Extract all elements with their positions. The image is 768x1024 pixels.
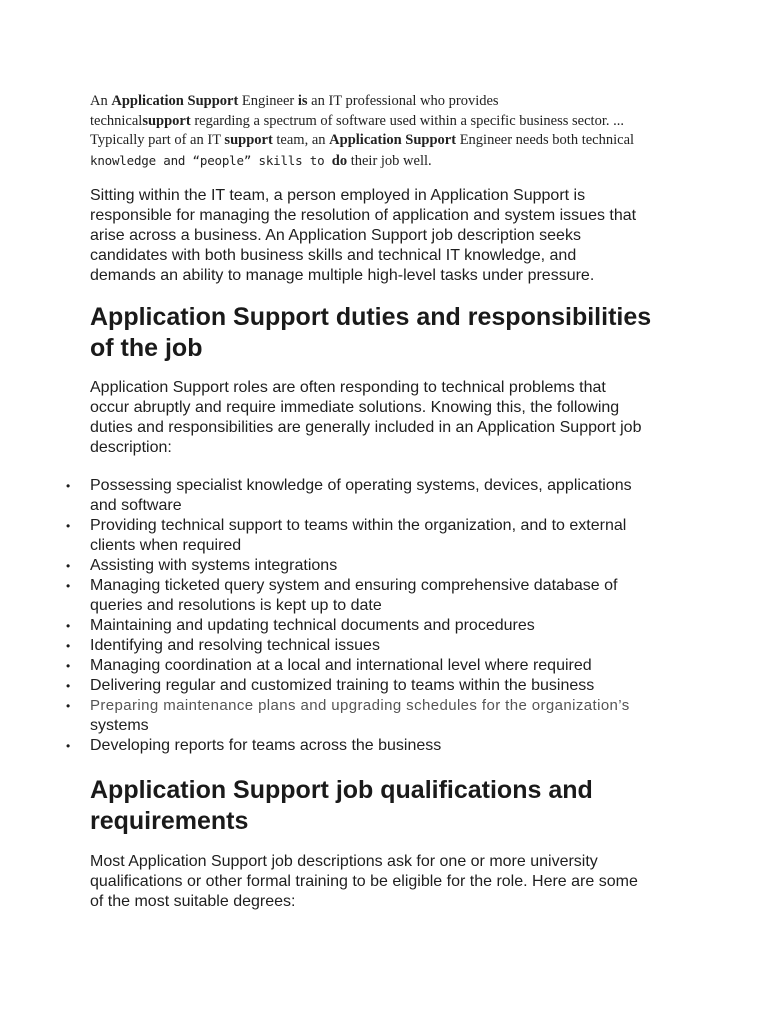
list-item: • Managing coordination at a local and international level where required <box>66 657 592 674</box>
bullet-icon: • <box>66 579 71 593</box>
bullet-icon: • <box>66 519 71 533</box>
intro-line-2: technicalsupport regarding a spectrum of software used within a specific business sector. ... <box>90 112 624 129</box>
section-heading-duties: Application Support duties and responsibilities of the job <box>90 303 652 362</box>
bullet-icon: • <box>66 639 71 653</box>
list-item: • Managing ticketed query system and ensuring comprehensive database of queries and resolutions is kept up to date <box>66 577 618 614</box>
list-item: • Delivering regular and customized training to teams within the business <box>66 677 595 694</box>
intro-paragraph <box>90 92 690 171</box>
bullet-icon: • <box>66 479 71 493</box>
list-item: • Maintaining and updating technical documents and procedures <box>66 617 535 634</box>
bullet-icon: • <box>66 619 71 633</box>
intro-line-1: An Application Support Engineer is an IT professional who provides <box>90 93 499 109</box>
section-heading-qualifications: Application Support job qualifications and requirements <box>90 776 593 835</box>
body-paragraph-2: Application Support roles are often responding to technical problems that occur abruptly and require immediate solutions. Knowing this, the following duties and responsibilities are generally included in an Application Support job description: <box>90 379 642 456</box>
list-item: • Developing reports for teams across the business <box>66 737 442 754</box>
bullet-icon: • <box>66 559 71 573</box>
intro-line-4: knowledge and “people” skills to do their job well. <box>90 152 432 169</box>
bullet-icon: • <box>66 659 71 673</box>
bullet-icon: • <box>66 679 71 693</box>
bullet-icon: • <box>66 739 71 753</box>
bullet-icon: • <box>66 699 71 713</box>
list-item: • Identifying and resolving technical issues <box>66 637 380 654</box>
duties-list <box>60 476 700 756</box>
list-item: • Preparing maintenance plans and upgrading schedules for the organization’s systems <box>66 697 630 734</box>
intro-line-3: Typically part of an IT support team, an Application Support Engineer needs both technical <box>90 132 635 148</box>
body-paragraph-3: Most Application Support job descriptions ask for one or more university qualifications or other formal training to be eligible for the role. Here are some of the most suitable degrees: <box>90 853 638 910</box>
body-paragraph-1: Sitting within the IT team, a person employed in Application Support is responsible for managing the resolution of application and system issues that arise across a business. An Application Support job description seeks candidates with both business skills and technical IT knowledge, and demands an ability to manage multiple high-level tasks under pressure. <box>90 187 637 284</box>
list-item: • Providing technical support to teams within the organization, and to external clients when required <box>66 517 627 554</box>
list-item: • Assisting with systems integrations <box>66 557 338 574</box>
list-item: • Possessing specialist knowledge of operating systems, devices, applications and software <box>66 477 632 514</box>
